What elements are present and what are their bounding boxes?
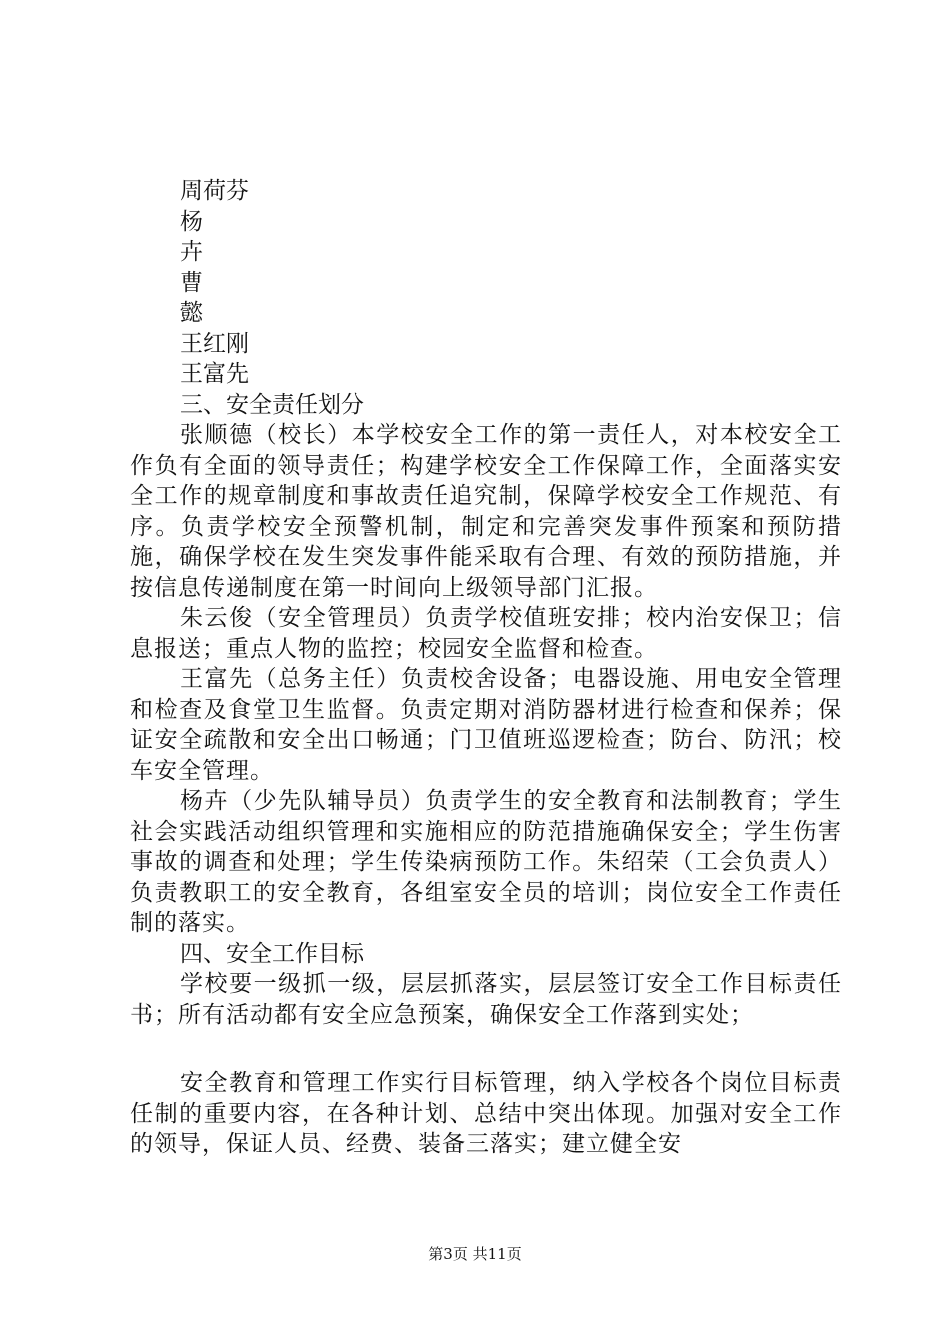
document-body [130,176,842,1160]
paragraph-gap [130,1030,842,1068]
paragraph-safety-officer: 朱云俊（安全管理员）负责学校值班安排；校内治安保卫；信息报送；重点人物的监控；校园安全监督和检查。 [130,605,842,662]
section-heading-goals: 四、安全工作目标 [180,940,364,967]
page-number-footer: 第3页 共11页 [428,1245,522,1263]
paragraph-goal-levels: 学校要一级抓一级，层层抓落实，层层签订安全工作目标责任书；所有活动都有安全应急预案，确保安全工作落到实处； [130,971,842,1028]
paragraph-pioneer-counselor: 杨卉（少先队辅导员）负责学生的安全教育和法制教育；学生社会实践活动组织管理和实施相应的防范措施确保安全；学生伤害事故的调查和处理；学生传染病预防工作。朱绍荣（工会负责人）负责教职工的安全教育，各组室安全员的培训；岗位安全工作责任制的落实。 [130,788,842,936]
name-line: 杨 [180,208,203,235]
paragraph-general-affairs: 王富先（总务主任）负责校舍设备；电器设施、用电安全管理和检查及食堂卫生监督。负责定期对消防器材进行检查和保养；保证安全疏散和安全出口畅通；门卫值班巡逻检查；防台、防汛；校车安全管理。 [130,666,842,784]
name-line: 懿 [180,300,203,326]
name-line: 王富先 [180,361,249,387]
section-heading-responsibility: 三、安全责任划分 [180,391,364,418]
name-line: 周荷芬 [180,178,249,204]
name-line: 曹 [180,269,203,296]
paragraph-principal: 张顺德（校长）本学校安全工作的第一责任人，对本校安全工作负有全面的领导责任；构建学校安全工作保障工作，全面落实安全工作的规章制度和事故责任追究制，保障学校安全工作规范、有序。负责学校安全预警机制，制定和完善突发事件预案和预防措施，确保学校在发生突发事件能采取有合理、有效的预防措施，并按信息传递制度在第一时间向上级领导部门汇报。 [130,422,842,601]
name-line: 王红刚 [180,330,249,357]
name-line: 卉 [180,239,203,265]
paragraph-goal-management: 安全教育和管理工作实行目标管理，纳入学校各个岗位目标责任制的重要内容，在各种计划、总结中突出体现。加强对安全工作的领导，保证人员、经费、装备三落实；建立健全安 [130,1070,842,1157]
